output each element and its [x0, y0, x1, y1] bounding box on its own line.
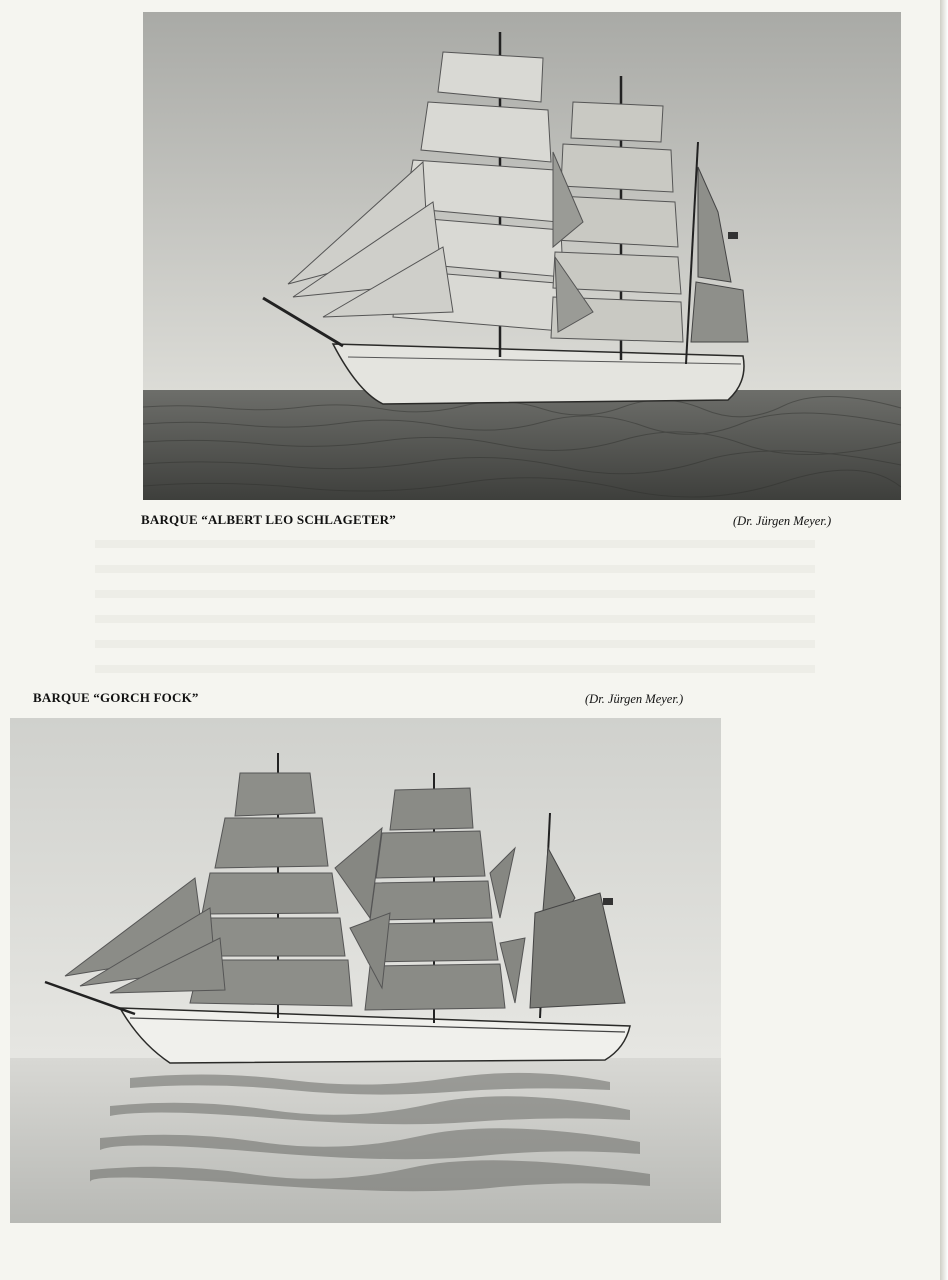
- show-through-line: [95, 590, 815, 598]
- photo-credit: (Dr. Jürgen Meyer.): [585, 692, 684, 706]
- show-through-line: [95, 615, 815, 623]
- show-through-line: [95, 640, 815, 648]
- ship-photo-albert-leo-schlageter: [143, 12, 901, 500]
- show-through-line: [95, 540, 815, 548]
- page-edge: [940, 0, 948, 1280]
- photo-caption: BARQUE “ALBERT LEO SCHLAGETER”: [141, 512, 396, 527]
- photo-credit: (Dr. Jürgen Meyer.): [733, 514, 832, 528]
- show-through-line: [95, 565, 815, 573]
- ship-photo-gorch-fock: [10, 718, 721, 1223]
- photo-caption: BARQUE “GORCH FOCK”: [33, 690, 199, 705]
- show-through-line: [95, 665, 815, 673]
